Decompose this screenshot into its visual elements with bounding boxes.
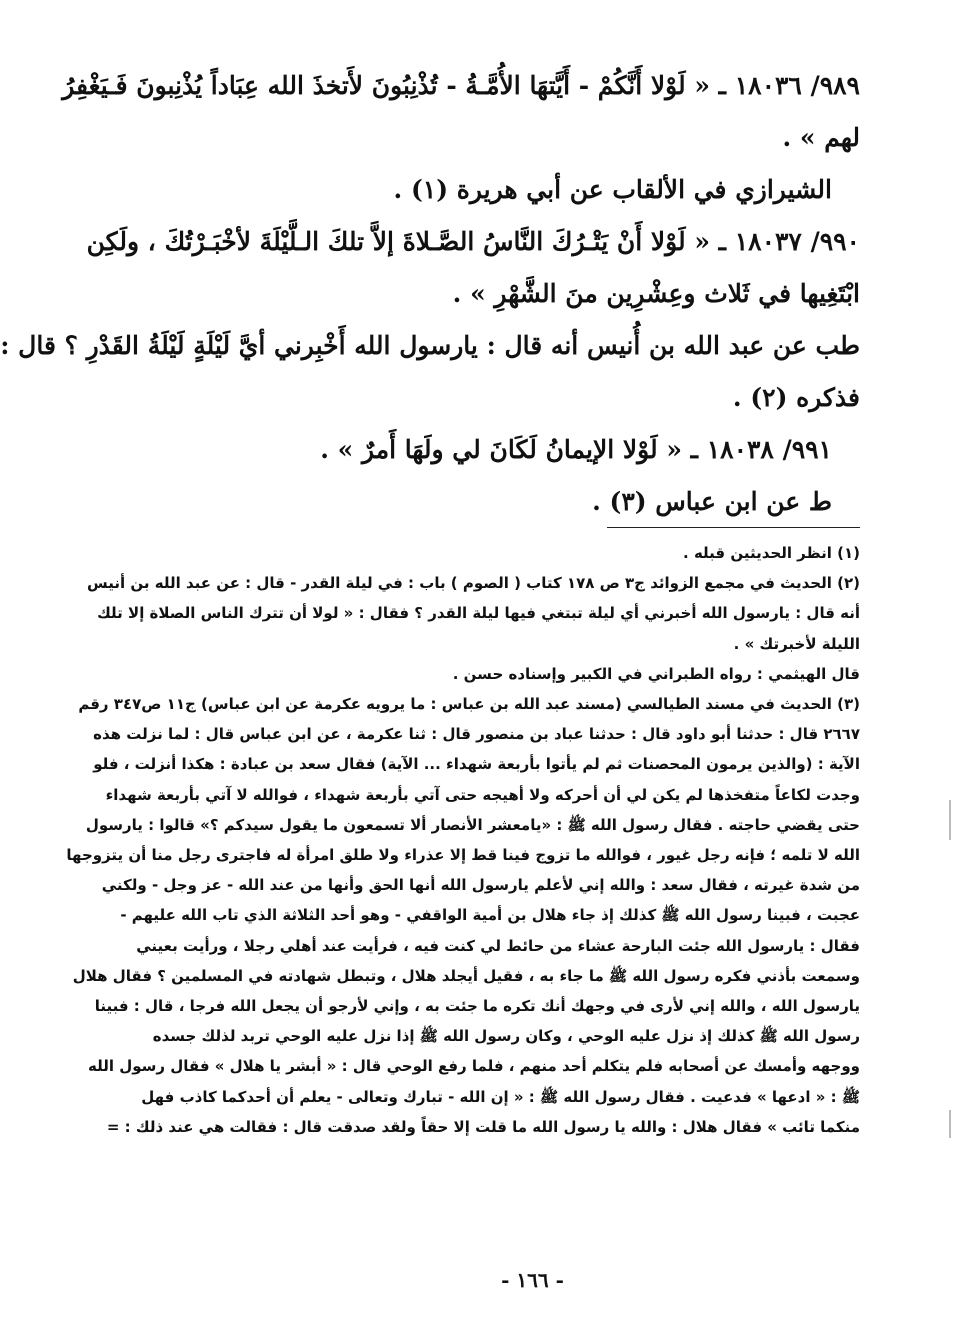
footnote-3-line-14: ﷺ : « ادعها » فدعيت . فقال رسول الله ﷺ : « إن الله - تبارك وتعالى - يعلم أن أحدكما كاذب فهل bbox=[141, 1087, 860, 1106]
footnote-3-line-8: عجبت ، فبينا رسول الله ﷺ كذلك إذ جاء هلال بن أمية الواقفي - وهو أحد الثلاثة الذي تاب الله عليهم - bbox=[120, 906, 860, 925]
footnote-3-line-13: ووجهه وأمسك عن أصحابه فلم يتكلم أحد منهم ، فلما رفع الوحي قال : « أبشر يا هلال » فقال رسول الله bbox=[88, 1057, 860, 1076]
margin-mark-top bbox=[949, 800, 951, 840]
footnote-3-line-3: الآية : (والذين يرمون المحصنات ثم لم يأتوا بأربعة شهداء ... الآية) فقال سعد بن عبادة : هكذا أنزلت ، فلو bbox=[93, 755, 860, 774]
main-text bbox=[0, 60, 860, 528]
footnote-3-line-15: منكما تائب » فقال هلال : والله يا رسول الله ما قلت إلا حقاً ولقد صدقت قال : فقالت هي عند ذلك : = bbox=[106, 1117, 860, 1136]
hadith-990-line-1: ٩٩٠/ ١٨٠٣٧ ـ « لَوْلا أَنْ يَتْـرُكَ النَّاسُ الصَّـلاةَ إلاَّ تلكَ الـلَّيْلَةَ لأخْبَـرْتُكَ ، ولَكِن bbox=[86, 227, 860, 256]
footnote-3-line-9: فقال : يارسول الله جئت البارحة عشاء من حائط لي كنت فيه ، فرأيت عند أهلي رجلا ، ورأيت بعيني bbox=[136, 936, 860, 955]
footnote-3-line-10: وسمعت بأذني فكره رسول الله ﷺ ما جاء به ، فقيل أيجلد هلال ، وتبطل شهادته في المسلمين ؟ فقال هلال bbox=[72, 966, 860, 985]
hadith-990-source-end: فذكره (٢) . bbox=[732, 383, 860, 412]
hadith-990-source: طب عن عبد الله بن أُنيس أنه قال : يارسول الله أَخْبِرني أيَّ لَيْلَةٍ لَيْلَةُ القَدْرِ ؟ قال : bbox=[0, 331, 860, 360]
hadith-990-line-2: ابْتَغِيها في ثَلاث وعِشْرِين منَ الشَّهْرِ » . bbox=[452, 279, 860, 308]
footnote-3-line-4: وجدت لكاعاً متفخذها لم يكن لي أن أحركه ولا أهيجه حتى آتي بأربعة شهداء ، فوالله لا آتي بأربعة شهداء bbox=[105, 785, 860, 804]
footnote-3-line-12: رسول الله ﷺ كذلك إذ نزل عليه الوحي ، وكان رسول الله ﷺ إذا نزل عليه الوحي تربد لذلك جسده bbox=[152, 1027, 860, 1046]
hadith-991-source: ط عن ابن عباس (٣) . bbox=[592, 487, 832, 516]
footnote-3-line-5: حتى يقضي حاجته . فقال رسول الله ﷺ : «يامعشر الأنصار ألا تسمعون ما يقول سيدكم ؟» قالوا : يارسول bbox=[85, 815, 860, 834]
hadith-989-line-2: لهم » . bbox=[782, 123, 860, 152]
footnote-3-line-11: يارسول الله ، والله إني لأرى في وجهك أنك تكره ما جئت به ، وإني لأرجو أن يجعل الله فرجا ، قال : فبينا bbox=[94, 997, 860, 1016]
footnote-3-line-6: الله لا تلمه ؛ فإنه رجل غيور ، فوالله ما تزوج فينا قط إلا عذراء ولا طلق امرأة له فاجترى رجل منا أن يتزوجها bbox=[66, 846, 860, 865]
footnote-2-line-1: (٢) الحديث في مجمع الزوائد ج٣ ص ١٧٨ كتاب ( الصوم ) باب : في ليلة القدر - قال : عن عبد الله بن أنيس bbox=[87, 574, 860, 593]
margin-mark-bottom bbox=[949, 1110, 951, 1138]
footnote-divider bbox=[607, 527, 860, 528]
footnote-1: (١) انظر الحديثين قبله . bbox=[683, 544, 860, 562]
footnote-2-line-3: الليلة لأخبرتك » . bbox=[733, 634, 860, 653]
hadith-989-source: الشيرازي في الألقاب عن أبي هريرة (١) . bbox=[393, 175, 832, 204]
hadith-991-line: ٩٩١/ ١٨٠٣٨ ـ « لَوْلا الإيمانُ لَكَانَ لي ولَهَا أَمرٌ » . bbox=[320, 435, 832, 464]
footnote-3-line-1: (٣) الحديث في مسند الطيالسي (مسند عبد الله بن عباس : ما يرويه عكرمة عن ابن عباس) ج١١ ص٣٤٧ رقم bbox=[78, 695, 860, 714]
page-number: - ١٦٦ - bbox=[501, 1268, 564, 1292]
footnote-2-line-2: أنه قال : يارسول الله أخبرني أي ليلة تبتغي فيها ليلة القدر ؟ فقال : « لولا أن تترك الناس الصلاة إلا تلك bbox=[97, 604, 860, 623]
footnote-2-line-4: قال الهيثمي : رواه الطبراني في الكبير وإسناده حسن . bbox=[452, 664, 860, 683]
footnote-3-line-2: ٢٦٦٧ قال : حدثنا أبو داود قال : حدثنا عباد بن منصور قال : ثنا عكرمة ، عن ابن عباس قال : لما نزلت هذه bbox=[93, 725, 860, 744]
footnotes bbox=[66, 538, 860, 1142]
hadith-989-line-1: ٩٨٩/ ١٨٠٣٦ ـ « لَوْلا أَنَّكُمْ - أَيَّتهَا الأُمَّـةُ - تُذْنِبُونَ لأَتخذَ الله عِبَاداً يُذْنِبونَ فَـيَغْفِرُ bbox=[62, 71, 860, 100]
footnote-3-line-7: من شدة غيرته ، فقال سعد : والله إني لأعلم يارسول الله أنها الحق وأنها من عند الله - عز وجل - ولكني bbox=[101, 876, 860, 895]
